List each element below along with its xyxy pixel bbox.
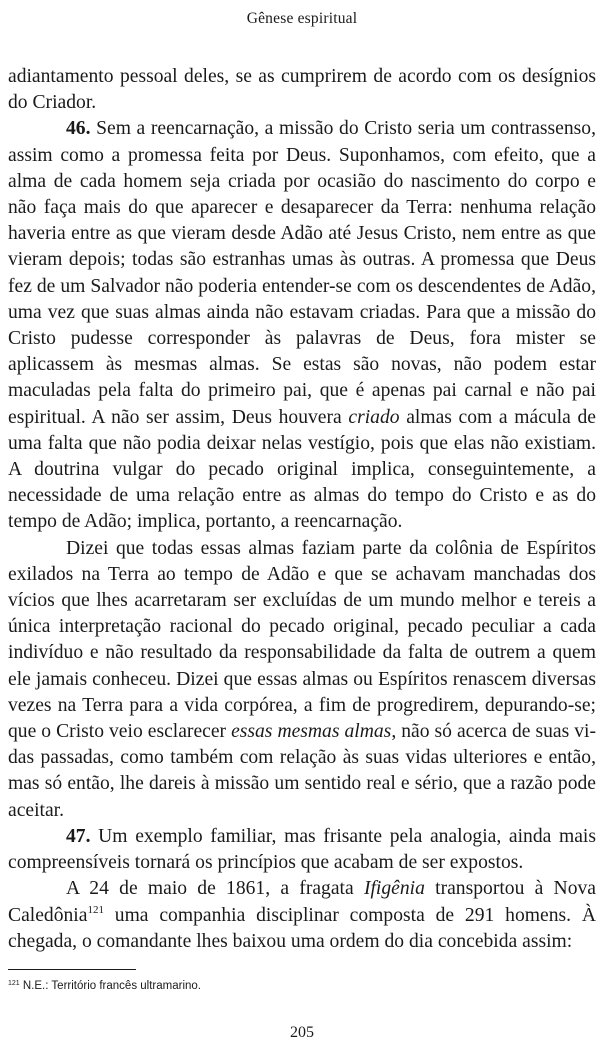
paragraph-text-continued: transportou à Nova Caledônia	[8, 878, 596, 926]
footnote-divider	[8, 969, 136, 970]
paragraph-text-end: uma companhia disciplinar composta de 291 homens. À chegada, o comandante lhes baixou uma ordem do dia concebida assim:	[8, 904, 596, 952]
body-text	[8, 64, 596, 955]
footnote	[8, 979, 568, 993]
footnote-marker: 121	[8, 980, 20, 987]
paragraph-46	[8, 116, 596, 535]
paragraph-text: Sem a reencarnação, a missão do Cristo seria um contrassenso, assim como a promessa feita por Deus. Suponhamos, com efeito, que a alma de cada homem seja criada por ocasião do nascimento do corpo e não faça mais do que aparecer e desaparecer da Terra: nenhuma relação haveria entre as que vieram desde Adão até Jesus Cristo, nem entre as que vieram depois; todas são estranhas umas às outras. A promessa que Deus fez de um Salvador não poderia entender-se com os descendentes de Adão, uma vez que suas almas ainda não estavam criadas. Para que a missão do Cristo pudesse corresponder às palavras de Deus, fora mister se aplicassem às mesmas almas. Se estas são novas, não podem estar maculadas pela falta do primeiro pai, que é apenas pai carnal e não pai espiritual. A não ser assim, Deus houvera	[8, 118, 596, 428]
paragraph-text: Dizei que todas essas almas faziam parte da colônia de Espíritos exilados na Terra ao tempo de Adão e que se achavam manchadas dos vícios que lhes acarretaram ser excluídas de um mundo melhor e tereis a única interpretação racional do pecado original, pecado peculiar a cada indivíduo e não resultado da responsabilidade da falta de outrem a quem ele jamais conheceu. Dizei que essas almas ou Espíritos renascem diversas vezes na Terra para a vida corpórea, a fim de progredirem, depurando-se; que o Cristo veio esclarecer	[8, 537, 596, 743]
running-title: Gênese espiritual	[246, 10, 358, 27]
ship-name: Ifigênia	[363, 878, 425, 900]
paragraph-continuation	[8, 64, 596, 116]
paragraph-text: Um exemplo familiar, mas frisante pela analogia, ainda mais compreensíveis tornará os princípios que acabam de ser expostos.	[8, 825, 596, 874]
paragraph-47	[8, 824, 596, 876]
paragraph-dizei	[8, 536, 596, 824]
paragraph-number: 47.	[66, 825, 91, 847]
footnote-text: N.E.: Território francês ultramarino.	[19, 980, 201, 992]
paragraph-text-continued: , não só acerca de suas vidas passadas, como também com relação às suas vidas ulteriores e então, mas só então, lhe dareis à missão um sentido real e sério, que a razão pode aceitar.	[8, 721, 596, 821]
paragraph-text-continued: almas com a mácula de uma falta que não podia deixar nelas vestígio, pois que elas não existiam. A doutrina vulgar do pecado original implica, conseguintemente, a necessidade de uma relação entre as almas do tempo do Cristo e as do tempo de Adão; implica, portanto, a reencarnação.	[8, 406, 596, 533]
emphasis-text: criado	[348, 406, 400, 428]
paragraph-text: A 24 de maio de 1861, a fragata	[66, 878, 364, 900]
emphasis-text: essas mesmas almas	[231, 721, 392, 743]
footnote-reference[interactable]: 121	[87, 903, 104, 916]
paragraph-fragata	[8, 876, 596, 955]
page-number: 205	[290, 1024, 314, 1041]
paragraph-text: adiantamento pessoal deles, se as cumprirem de acordo com os desígnios do Criador.	[8, 66, 596, 114]
paragraph-number: 46.	[66, 118, 91, 140]
